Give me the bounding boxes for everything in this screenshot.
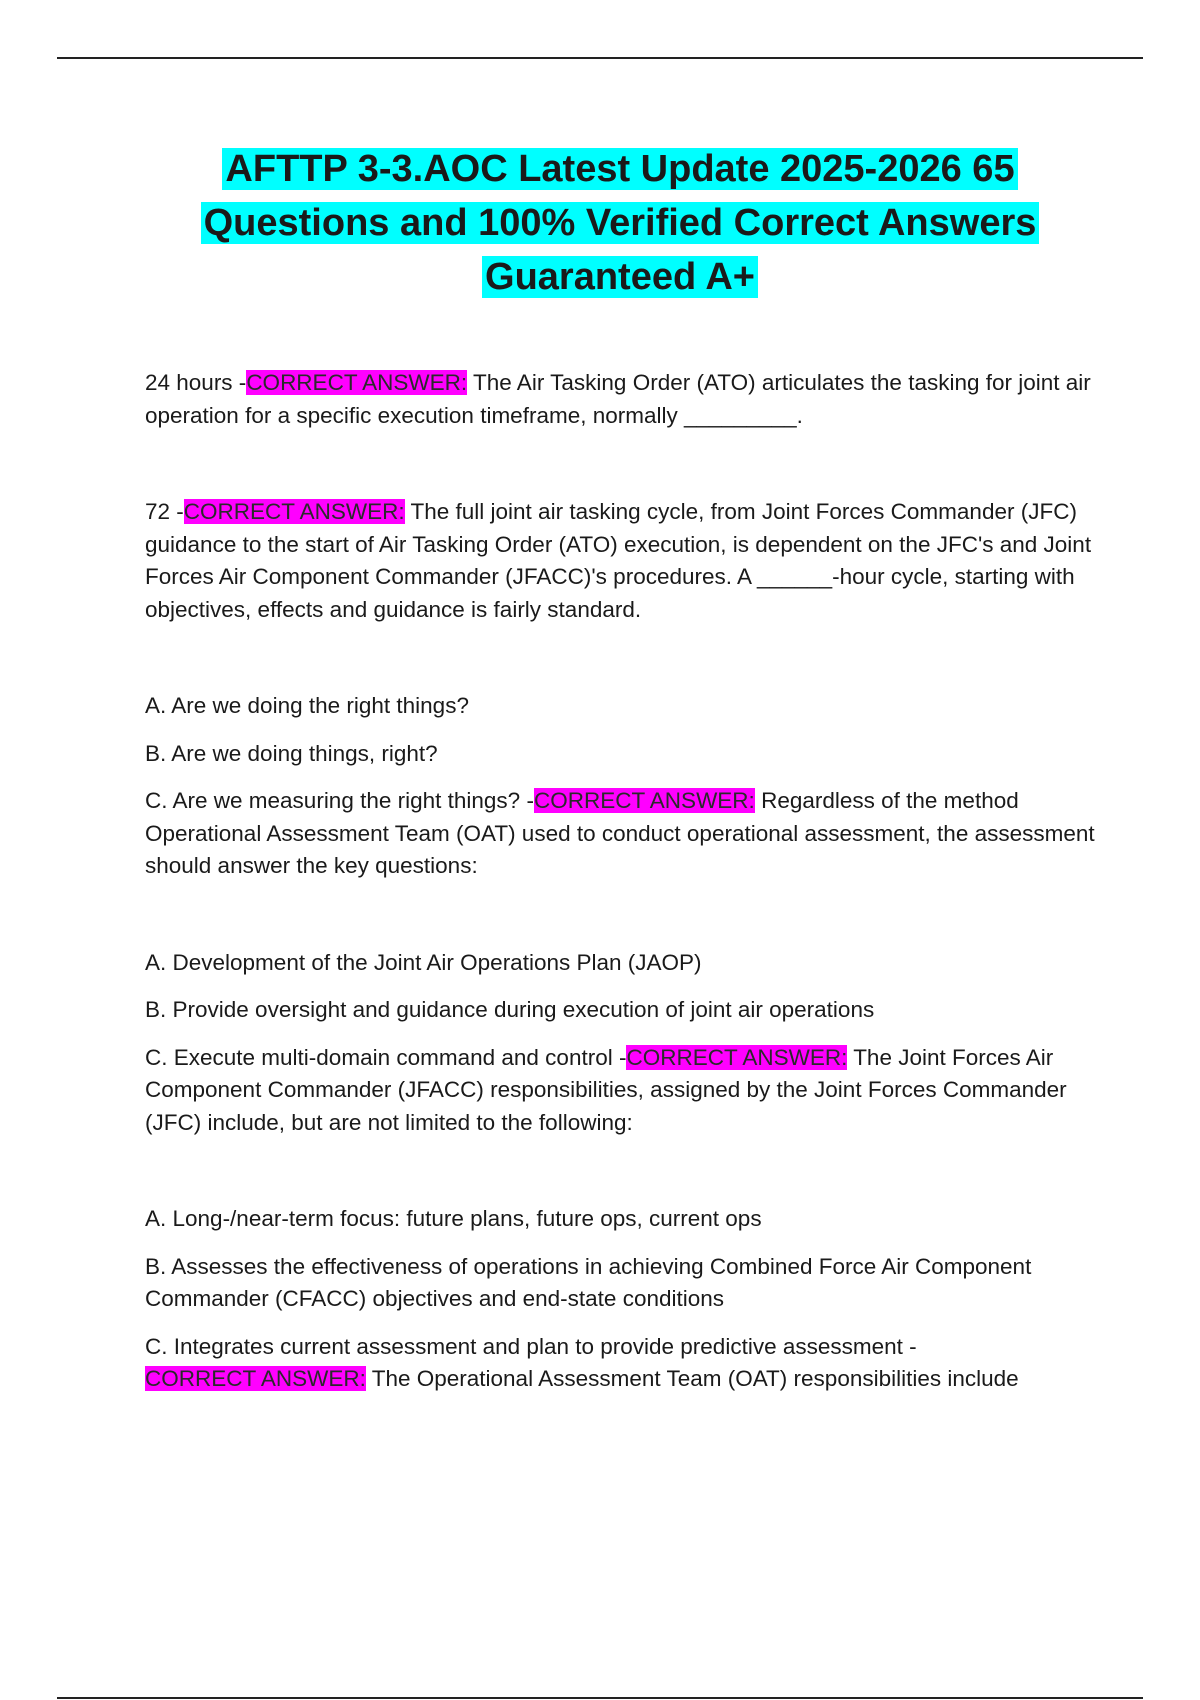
- qa-item-4: [145, 1042, 1095, 1140]
- qa-item-5: [145, 1331, 1095, 1396]
- title-line-2: Questions and 100% Verified Correct Answers: [201, 202, 1040, 244]
- option-b: B. Assesses the effectiveness of operations in achieving Combined Force Air Component Commander (CFACC) objectives and end-state conditions: [145, 1253, 1032, 1311]
- option-a: A. Development of the Joint Air Operations Plan (JAOP): [145, 949, 702, 975]
- question-text: The full joint air tasking cycle, from Joint Forces Commander (JFC) guidance to the start of Air Tasking Order (ATO) execution, is dependent on the JFC's and Joint Forces Air Component Commander (JFACC)'s procedures. A ______-hour cycle, starting with objectives, effects and guidance is fairly standard.: [145, 499, 1092, 622]
- title-line-3: Guaranteed A+: [482, 256, 758, 298]
- question-text: The Joint Forces Air Component Commander (JFACC) responsibilities, assigned by the Joint Forces Commander (JFC) include, but are not limited to the following:: [145, 1044, 1067, 1135]
- answer-text: C. Execute multi-domain command and control -: [145, 1044, 627, 1070]
- document-title: [130, 142, 1110, 304]
- option-b: B. Provide oversight and guidance during execution of joint air operations: [145, 997, 875, 1022]
- bottom-rule: [57, 1697, 1143, 1699]
- question-text: The Operational Assessment Team (OAT) responsibilities include: [371, 1366, 1019, 1391]
- option-a: A. Long-/near-term focus: future plans, future ops, current ops: [145, 1206, 762, 1231]
- option-b: B. Are we doing things, right?: [145, 740, 438, 766]
- qa-item-3: [145, 785, 1095, 883]
- correct-answer-marker: CORRECT ANSWER:: [626, 1044, 848, 1070]
- qa-content: [145, 367, 1095, 1396]
- correct-answer-marker: CORRECT ANSWER:: [183, 499, 405, 524]
- title-line-1: AFTTP 3-3.AOC Latest Update 2025-2026 65: [222, 148, 1017, 190]
- top-rule: [57, 57, 1143, 59]
- correct-answer-marker: CORRECT ANSWER:: [246, 370, 468, 395]
- qa-item-2: [145, 496, 1095, 626]
- qa-item-1: [145, 367, 1095, 432]
- correct-answer-marker: CORRECT ANSWER:: [145, 1366, 366, 1391]
- answer-text: 24 hours -: [145, 370, 247, 395]
- answer-text: C. Are we measuring the right things? -: [145, 788, 534, 813]
- question-text: Regardless of the method Operational Assessment Team (OAT) used to conduct operational assessment, the assessment should answer the key questions:: [145, 788, 1095, 878]
- correct-answer-marker: CORRECT ANSWER:: [533, 788, 755, 813]
- answer-text: 72 -: [145, 499, 184, 524]
- answer-text: C. Integrates current assessment and plan to provide predictive assessment -: [145, 1333, 917, 1359]
- option-a: A. Are we doing the right things?: [145, 693, 469, 718]
- question-text: The Air Tasking Order (ATO) articulates the tasking for joint air operation for a specific execution timeframe, normally _________.: [145, 370, 1091, 428]
